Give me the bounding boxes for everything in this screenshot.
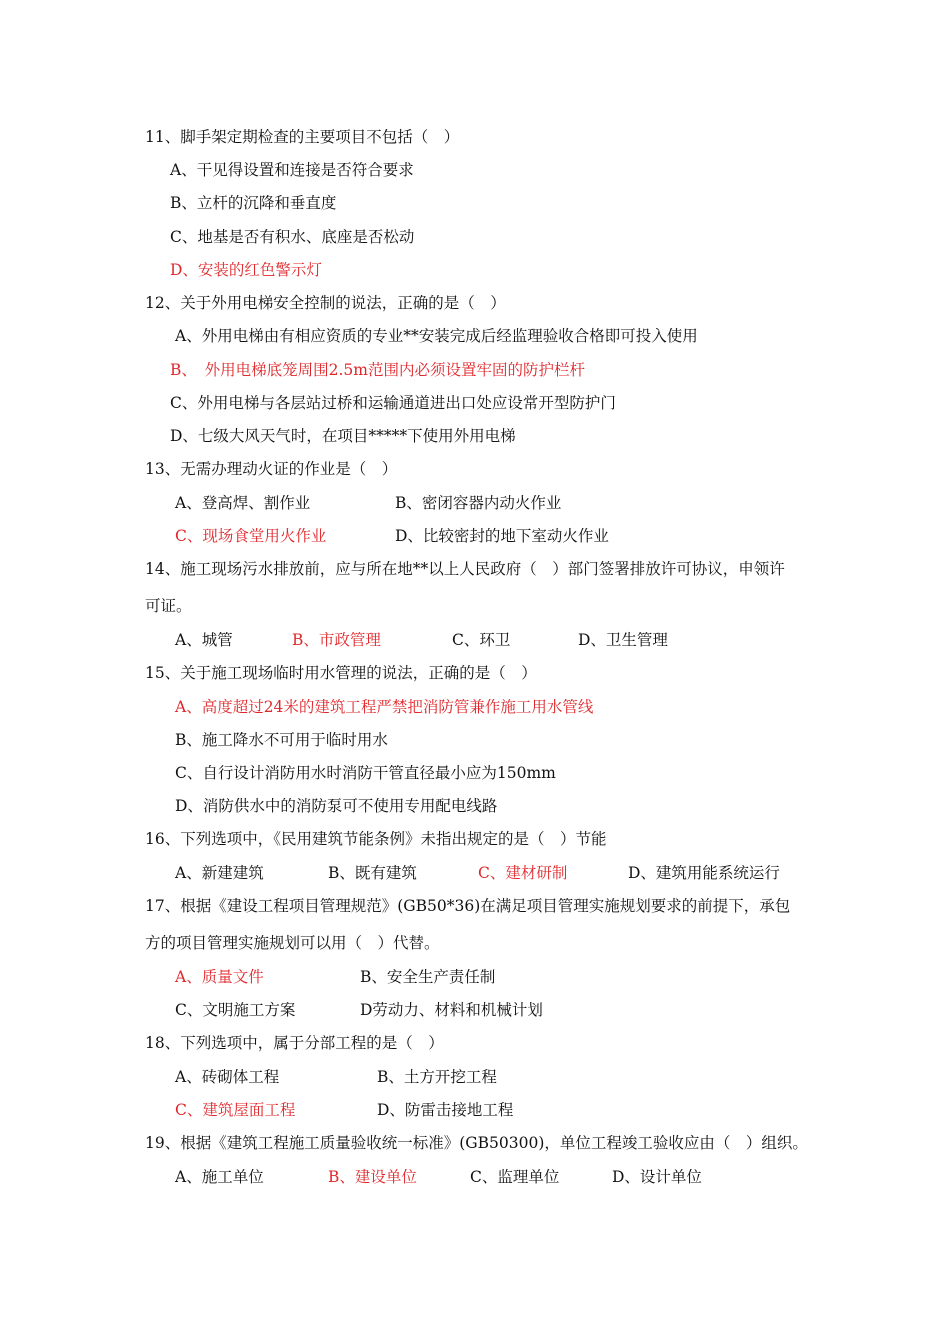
q17-stem-line2: 方的项目管理实施规划可以用（ ）代替。: [145, 934, 440, 952]
q15-stem: 15、关于施工现场临时用水管理的说法，正确的是（ ）: [145, 664, 537, 682]
q16-option-c-answer: C、建材研制: [478, 864, 568, 882]
q12-option-a: A、外用电梯由有相应资质的专业**安装完成后经监理验收合格即可投入使用: [175, 327, 698, 345]
q13-option-c-answer: C、现场食堂用火作业: [175, 527, 327, 545]
q13-option-b: B、密闭容器内动火作业: [395, 494, 562, 512]
q11-option-c: C、地基是否有积水、底座是否松动: [170, 228, 415, 246]
q13-stem: 13、无需办理动火证的作业是（ ）: [145, 460, 398, 478]
q11-option-b: B、立杆的沉降和垂直度: [170, 194, 337, 212]
q15-option-d: D、消防供水中的消防泵可不使用专用配电线路: [175, 797, 498, 815]
q18-stem: 18、下列选项中，属于分部工程的是（ ）: [145, 1034, 444, 1052]
q17-option-d: D劳动力、材料和机械计划: [360, 1001, 543, 1019]
q11-option-a: A、干见得设置和连接是否符合要求: [170, 161, 414, 179]
q19-stem: 19、根据《建筑工程施工质量验收统一标准》(GB50300)，单位工程竣工验收应由（ ）组织。: [145, 1134, 808, 1152]
q13-option-d: D、比较密封的地下室动火作业: [395, 527, 609, 545]
q11-option-d-answer: D、安装的红色警示灯: [170, 261, 322, 279]
q19-option-d: D、设计单位: [612, 1168, 702, 1186]
q14-stem-line2: 可证。: [145, 597, 192, 615]
q16-option-a: A、新建建筑: [175, 864, 264, 882]
q18-option-d: D、防雷击接地工程: [377, 1101, 514, 1119]
q11-stem: 11、脚手架定期检查的主要项目不包括（ ）: [145, 128, 460, 146]
q18-option-b: B、土方开挖工程: [377, 1068, 497, 1086]
q18-option-c-answer: C、建筑屋面工程: [175, 1101, 296, 1119]
q14-option-c: C、环卫: [452, 631, 511, 649]
q14-stem-line1: 14、施工现场污水排放前，应与所在地**以上人民政府（ ）部门签署排放许可协议，申领许: [145, 560, 785, 578]
q16-stem: 16、下列选项中，《民用建筑节能条例》未指出规定的是（ ）节能: [145, 830, 607, 848]
q17-option-b: B、安全生产责任制: [360, 968, 496, 986]
q16-option-d: D、建筑用能系统运行: [628, 864, 780, 882]
q12-option-b-answer: B、 外用电梯底笼周围2.5m范围内必须设置牢固的防护栏杆: [170, 361, 585, 379]
q14-option-b-answer: B、市政管理: [292, 631, 381, 649]
q15-option-a-answer: A、高度超过24米的建筑工程严禁把消防管兼作施工用水管线: [175, 698, 594, 716]
q15-option-b: B、施工降水不可用于临时用水: [175, 731, 388, 749]
q12-option-c: C、外用电梯与各层站过桥和运输通道进出口处应设常开型防护门: [170, 394, 616, 412]
q17-stem-line1: 17、根据《建设工程项目管理规范》(GB50*36)在满足项目管理实施规划要求的前提下，承包: [145, 897, 791, 915]
q13-option-a: A、登高焊、割作业: [175, 494, 311, 512]
q14-option-a: A、城管: [175, 631, 233, 649]
q19-option-a: A、施工单位: [175, 1168, 264, 1186]
q17-option-a-answer: A、质量文件: [175, 968, 264, 986]
q12-option-d: D、七级大风天气时，在项目*****下使用外用电梯: [170, 427, 516, 445]
q19-option-c: C、监理单位: [470, 1168, 560, 1186]
q12-stem: 12、关于外用电梯安全控制的说法，正确的是（ ）: [145, 294, 506, 312]
q18-option-a: A、砖砌体工程: [175, 1068, 280, 1086]
q19-option-b-answer: B、建设单位: [328, 1168, 417, 1186]
q16-option-b: B、既有建筑: [328, 864, 417, 882]
q15-option-c: C、自行设计消防用水时消防干管直径最小应为150mm: [175, 764, 556, 782]
q14-option-d: D、卫生管理: [578, 631, 668, 649]
q17-option-c: C、文明施工方案: [175, 1001, 296, 1019]
